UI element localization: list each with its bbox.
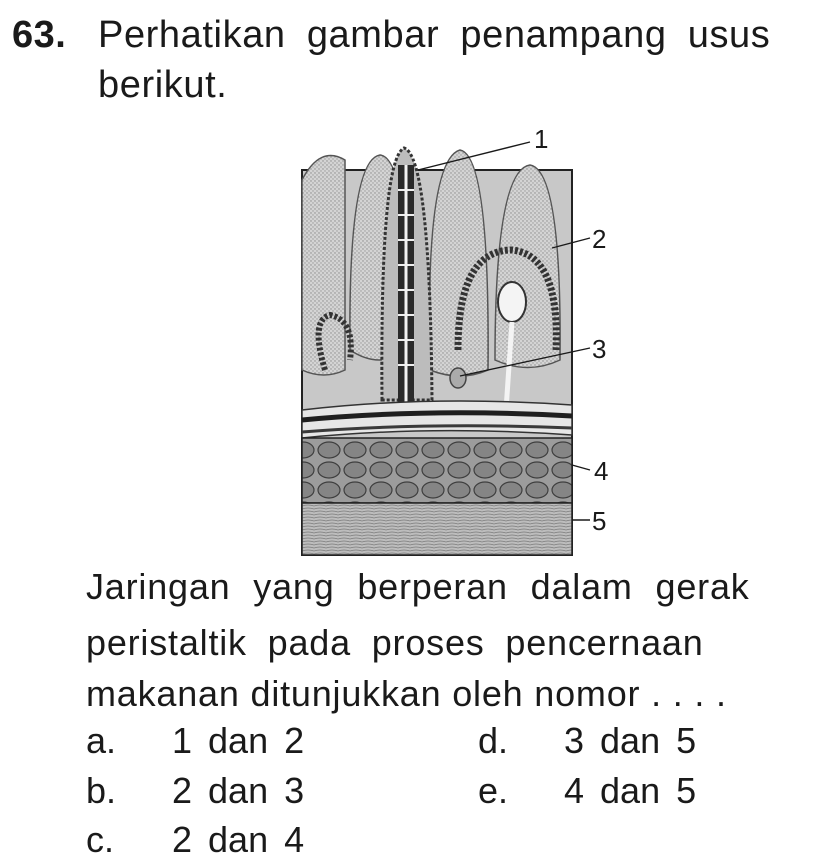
option-letter: e. <box>478 770 509 811</box>
option-letter: a. <box>86 720 117 761</box>
figure-label-1: 1 <box>534 124 549 154</box>
figure-label-5: 5 <box>592 506 607 536</box>
option-text: 2 dan 3 <box>172 770 305 811</box>
figure-label-4: 4 <box>594 456 609 486</box>
option-letter: c. <box>86 819 115 860</box>
figure-label-2: 2 <box>592 224 607 254</box>
option-text: 3 dan 5 <box>564 720 697 761</box>
question-number: 63. <box>12 14 67 56</box>
question-prompt-line-2: peristaltik pada proses pencernaan <box>86 622 704 663</box>
longitudinal-muscle-layer <box>302 503 572 555</box>
question-stem-line-1: Perhatikan gambar penampang usus <box>98 14 771 56</box>
option-letter: b. <box>86 770 117 811</box>
intestine-cross-section-figure <box>290 120 630 560</box>
question-prompt-line-1: Jaringan yang berperan dalam gerak <box>86 566 750 607</box>
circular-muscle-layer <box>302 438 572 503</box>
figure-label-3: 3 <box>592 334 607 364</box>
option-text: 1 dan 2 <box>172 720 305 761</box>
option-text: 2 dan 4 <box>172 819 305 860</box>
option-text: 4 dan 5 <box>564 770 697 811</box>
question-stem-line-2: berikut. <box>98 64 228 106</box>
question-prompt-line-3: makanan ditunjukkan oleh nomor . . . . <box>86 673 727 714</box>
option-letter: d. <box>478 720 509 761</box>
